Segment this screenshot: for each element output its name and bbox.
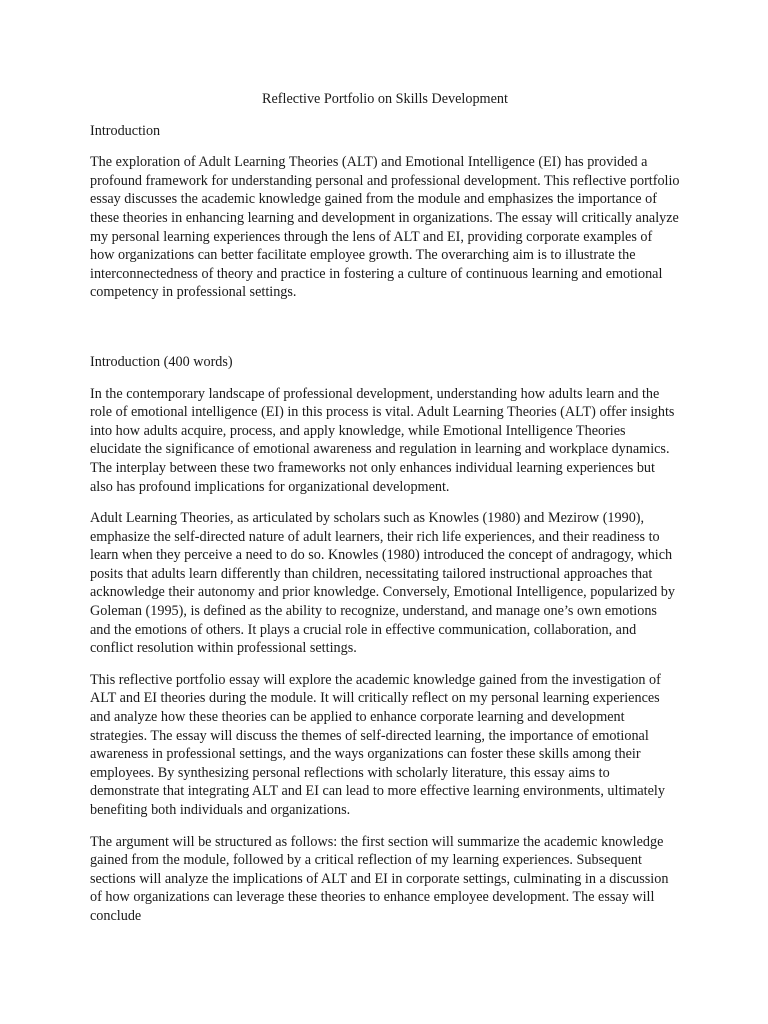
document-body	[90, 90, 680, 939]
paragraph-argument-structure: The argument will be structured as follows: the first section will summarize the academic knowledge gained from the module, followed by a critical reflection of my learning experiences. Subsequent sections will analyze the implications of ALT and EI in corporate settings, culminating in a discussion of how organizations can leverage these theories to enhance employee development. The essay will conclude	[90, 833, 669, 924]
section-heading-introduction-400-words: Introduction (400 words)	[90, 353, 233, 370]
document-title: Reflective Portfolio on Skills Development	[262, 91, 508, 107]
blank-space	[90, 315, 680, 353]
paragraph-contemporary-landscape: In the contemporary landscape of professional development, understanding how adults learn and the role of emotional intelligence (EI) in this process is vital. Adult Learning Theories (ALT) offer insights into how adults acquire, process, and apply knowledge, while Emotional Intelligence Theories elucidate the significance of emotional awareness and regulation in learning and workplace dynamics. The interplay between these two frameworks not only enhances individual learning experiences but also has profound implications for organizational development.	[90, 385, 675, 495]
section-heading-introduction: Introduction	[90, 122, 161, 139]
paragraph-adult-learning-theories: Adult Learning Theories, as articulated by scholars such as Knowles (1980) and Mezirow (1990), emphasize the self-directed nature of adult learners, their rich life experiences, and their readiness to learn when they perceive a need to do so. Knowles (1980) introduced the concept of andragogy, which posits that adults learn differently than children, necessitating tailored instructional approaches that acknowledge their autonomy and prior knowledge. Conversely, Emotional Intelligence, popularized by Goleman (1995), is defined as the ability to recognize, understand, and manage one’s own emotions and the emotions of others. It plays a crucial role in effective communication, collaboration, and conflict resolution within professional settings.	[90, 510, 675, 657]
paragraph-portfolio-scope: This reflective portfolio essay will explore the academic knowledge gained from the investigation of ALT and EI theories during the module. It will critically reflect on my personal learning experiences and analyze how these theories can be applied to enhance corporate learning and development strategies. The essay will discuss the themes of self-directed learning, the importance of emotional awareness in professional settings, and the ways organizations can foster these skills among their employees. By synthesizing personal reflections with scholarly literature, this essay aims to demonstrate that integrating ALT and EI can lead to more effective learning environments, ultimately benefiting both individuals and organizations.	[90, 671, 665, 818]
paragraph-overview: The exploration of Adult Learning Theories (ALT) and Emotional Intelligence (EI) has provided a profound framework for understanding personal and professional development. This reflective portfolio essay discusses the academic knowledge gained from the module and emphasizes the importance of these theories in enhancing learning and development in organizations. The essay will critically analyze my personal learning experiences through the lens of ALT and EI, providing corporate examples of how organizations can better facilitate employee growth. The overarching aim is to illustrate the interconnectedness of theory and practice in fostering a culture of continuous learning and emotional competency in professional settings.	[90, 154, 680, 301]
